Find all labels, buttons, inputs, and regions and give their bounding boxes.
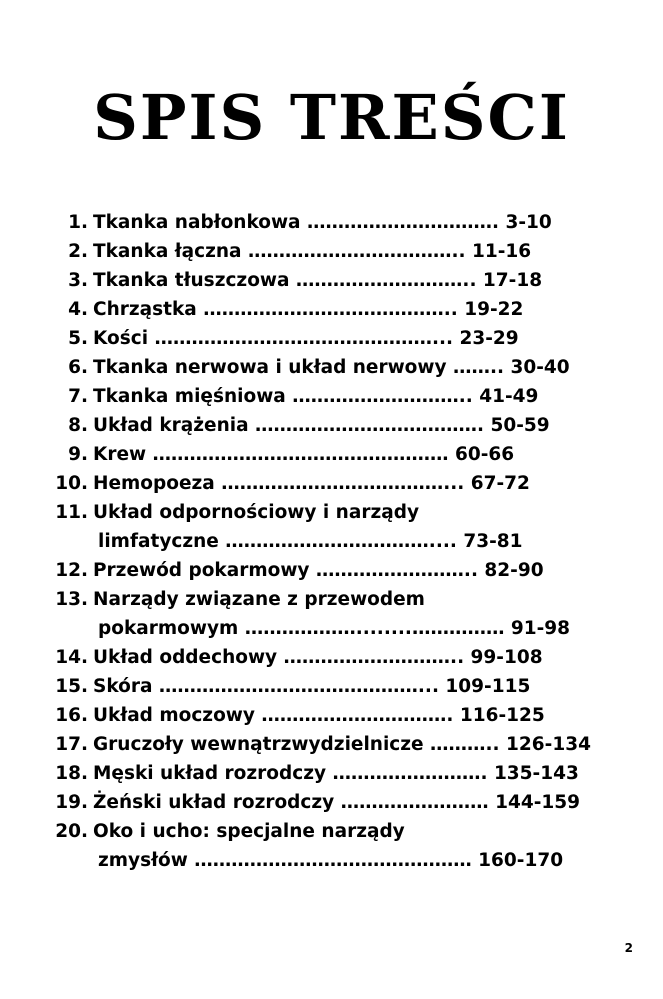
toc-entry-number: 15. xyxy=(55,676,88,697)
toc-entry-text: Tkanka tłuszczowa ……………………….. 17-18 xyxy=(93,270,543,291)
toc-entry-continuation xyxy=(52,846,622,875)
page-number: 2 xyxy=(624,941,633,955)
page-title: SPIS TREŚCI xyxy=(93,81,570,154)
toc-entry-number: 13. xyxy=(55,589,88,610)
toc-entry-number: 20. xyxy=(55,821,88,842)
toc-entry xyxy=(52,788,622,817)
toc-entry xyxy=(52,208,622,237)
toc-entry-text: Tkanka nabłonkowa …………………………. 3-10 xyxy=(93,212,552,233)
toc-entry-number: 1. xyxy=(68,212,88,233)
toc-entry-text: Skóra ……………………………………... 109-115 xyxy=(93,676,531,697)
toc-entry-continuation xyxy=(52,527,622,556)
toc-entry-number: 18. xyxy=(55,763,88,784)
toc-entry-text: limfatyczne …………………………….... 73-81 xyxy=(98,531,523,552)
toc-entry xyxy=(52,672,622,701)
toc-entry-text: Kości ………………………………………... 23-29 xyxy=(93,328,519,349)
toc-entry xyxy=(52,440,622,469)
toc-entry-text: Przewód pokarmowy …………………….. 82-90 xyxy=(93,560,544,581)
toc-entry-number: 7. xyxy=(68,386,88,407)
toc-entry xyxy=(52,237,622,266)
toc-entry-text: Narządy związane z przewodem xyxy=(93,589,425,610)
toc-entry-number: 14. xyxy=(55,647,88,668)
toc-entry-number: 17. xyxy=(55,734,88,755)
toc-entry xyxy=(52,382,622,411)
toc-entry-text: Męski układ rozrodczy ……………………. 135-143 xyxy=(93,763,579,784)
toc-entry xyxy=(52,498,622,527)
toc-entry-continuation xyxy=(52,614,622,643)
toc-entry-text: Układ krążenia ………………………………. 50-59 xyxy=(93,415,550,436)
toc-entry-number: 5. xyxy=(68,328,88,349)
toc-entry-number: 8. xyxy=(68,415,88,436)
toc-entry-number: 2. xyxy=(68,241,88,262)
toc-entry xyxy=(52,556,622,585)
toc-entry-text: Układ oddechowy ……………………….. 99-108 xyxy=(93,647,543,668)
toc-entry-number: 10. xyxy=(55,473,88,494)
toc-entry xyxy=(52,353,622,382)
toc-entry xyxy=(52,701,622,730)
toc-entry-number: 4. xyxy=(68,299,88,320)
toc-entry xyxy=(52,411,622,440)
toc-entry xyxy=(52,266,622,295)
toc-entry-number: 19. xyxy=(55,792,88,813)
toc-entry-text: Żeński układ rozrodczy …………………… 144-159 xyxy=(93,792,580,813)
toc-entry xyxy=(52,759,622,788)
toc-entry-number: 11. xyxy=(55,502,88,523)
toc-entry-text: Oko i ucho: specjalne narządy xyxy=(93,821,405,842)
toc-entry xyxy=(52,730,622,759)
toc-entry xyxy=(52,295,622,324)
toc-entry-text: Gruczoły wewnątrzwydzielnicze ……….. 126-134 xyxy=(93,734,591,755)
toc-entry xyxy=(52,643,622,672)
toc-entry-text: Hemopoeza ………………………………... 67-72 xyxy=(93,473,530,494)
toc-entry xyxy=(52,324,622,353)
toc-entry-number: 6. xyxy=(68,357,88,378)
toc-entry-text: Układ odpornościowy i narządy xyxy=(93,502,419,523)
toc-entry xyxy=(52,817,622,846)
toc-entry xyxy=(52,469,622,498)
toc-entry-text: Tkanka mięśniowa ……………………….. 41-49 xyxy=(93,386,539,407)
toc-entry-text: Tkanka nerwowa i układ nerwowy …….. 30-40 xyxy=(93,357,570,378)
toc-entry xyxy=(52,585,622,614)
table-of-contents xyxy=(52,208,622,875)
toc-entry-text: Układ moczowy …………………………. 116-125 xyxy=(93,705,545,726)
toc-entry-number: 12. xyxy=(55,560,88,581)
toc-entry-text: pokarmowym ………………........…………… 91-98 xyxy=(98,618,571,639)
toc-entry-number: 9. xyxy=(68,444,88,465)
toc-entry-text: Chrząstka ………………………………….. 19-22 xyxy=(93,299,524,320)
toc-entry-number: 3. xyxy=(68,270,88,291)
toc-entry-text: Tkanka łączna …………………………….. 11-16 xyxy=(93,241,532,262)
toc-entry-text: Krew ………………………………………… 60-66 xyxy=(93,444,515,465)
toc-entry-number: 16. xyxy=(55,705,88,726)
toc-entry-text: zmysłów ……………………………………… 160-170 xyxy=(98,850,564,871)
